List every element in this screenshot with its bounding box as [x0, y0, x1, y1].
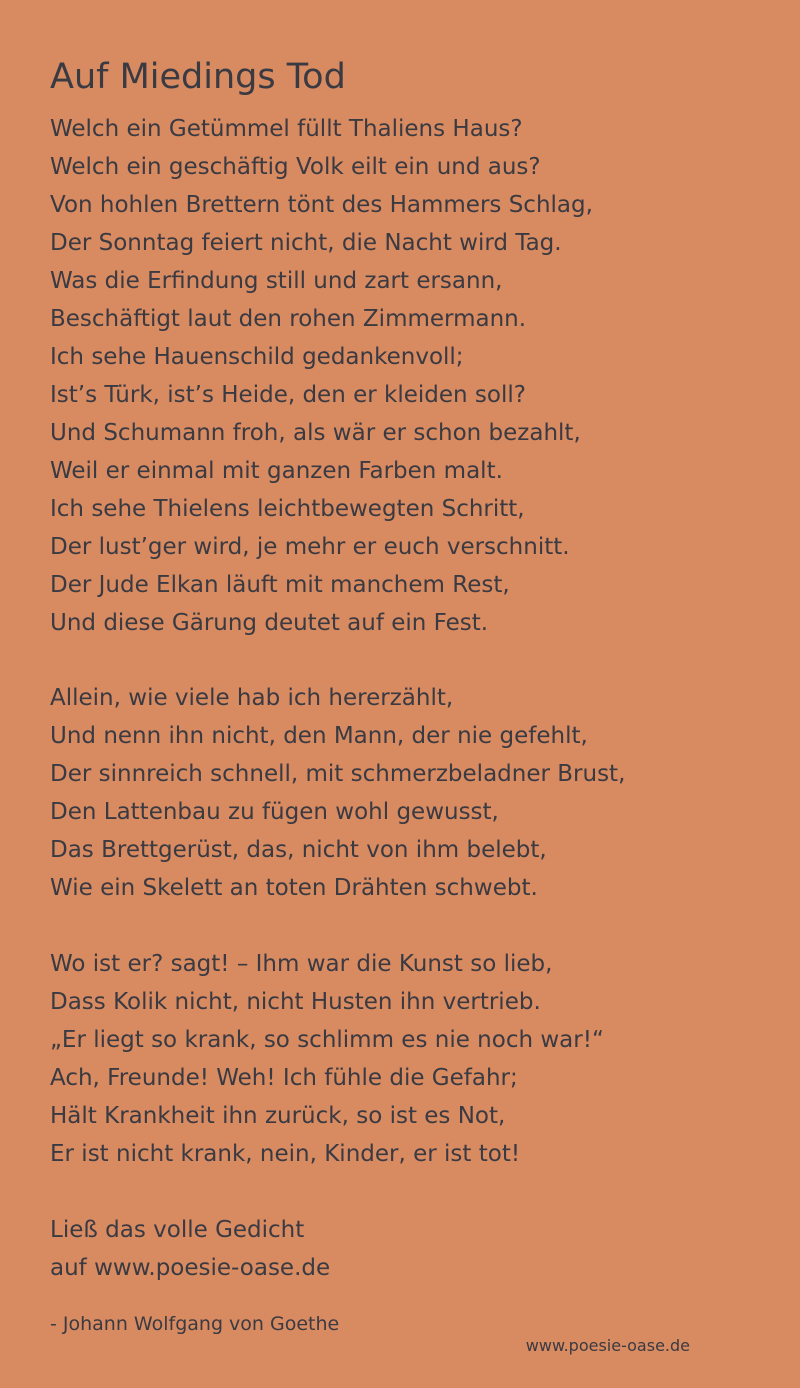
poem-line: Der sinnreich schnell, mit schmerzbeladner Brust, [50, 761, 626, 787]
poem-line: Dass Kolik nicht, nicht Husten ihn vertrieb. [50, 989, 541, 1015]
poem-line: Und nenn ihn nicht, den Mann, der nie gefehlt, [50, 723, 588, 749]
poem-line: Allein, wie viele hab ich hererzählt, [50, 685, 454, 711]
poem-line: Der lust’ger wird, je mehr er euch verschnitt. [50, 534, 570, 560]
poem-line: Er ist nicht krank, nein, Kinder, er ist tot! [50, 1141, 521, 1167]
poem-line: Und Schumann froh, als wär er schon bezahlt, [50, 420, 581, 446]
poem-line: Ließ das volle Gedicht [50, 1217, 305, 1243]
poem-line: Ich sehe Thielens leichtbewegten Schritt, [50, 496, 525, 522]
poem-line: Welch ein Getümmel füllt Thaliens Haus? [50, 116, 523, 142]
poem-line: Ist’s Türk, ist’s Heide, den er kleiden soll? [50, 382, 526, 408]
stanza-3 [50, 945, 604, 1173]
poem-line: Der Sonntag feiert nicht, die Nacht wird Tag. [50, 230, 562, 256]
poem-title: Auf Miedings Tod [50, 57, 346, 97]
poem-line: Das Brettgerüst, das, nicht von ihm belebt, [50, 837, 547, 863]
poem-line: Ach, Freunde! Weh! Ich fühle die Gefahr; [50, 1065, 518, 1091]
poem-line: Weil er einmal mit ganzen Farben malt. [50, 458, 503, 484]
poem-line: Von hohlen Brettern tönt des Hammers Schlag, [50, 192, 593, 218]
poem-line: auf www.poesie-oase.de [50, 1255, 331, 1281]
poem-line: Beschäftigt laut den rohen Zimmermann. [50, 306, 527, 332]
poem-line: Ich sehe Hauenschild gedankenvoll; [50, 344, 464, 370]
poem-line: Wo ist er? sagt! – Ihm war die Kunst so lieb, [50, 951, 553, 977]
stanza-2 [50, 679, 625, 907]
stanza-1 [50, 110, 593, 642]
poem-line: Welch ein geschäftig Volk eilt ein und aus? [50, 154, 541, 180]
poem-line: Der Jude Elkan läuft mit manchem Rest, [50, 572, 510, 598]
poem-line: Hält Krankheit ihn zurück, so ist es Not, [50, 1103, 506, 1129]
poem-line: Und diese Gärung deutet auf ein Fest. [50, 610, 489, 636]
poem-line: Wie ein Skelett an toten Drähten schwebt. [50, 875, 538, 901]
poem-line: „Er liegt so krank, so schlimm es nie noch war!“ [50, 1027, 604, 1053]
footer-website-url: www.poesie-oase.de [525, 1336, 690, 1355]
read-full-poem-note [50, 1211, 330, 1287]
poem-line: Den Lattenbau zu fügen wohl gewusst, [50, 799, 499, 825]
poem-line: Was die Erfindung still und zart ersann, [50, 268, 503, 294]
poem-author: - Johann Wolfgang von Goethe [50, 1313, 340, 1335]
